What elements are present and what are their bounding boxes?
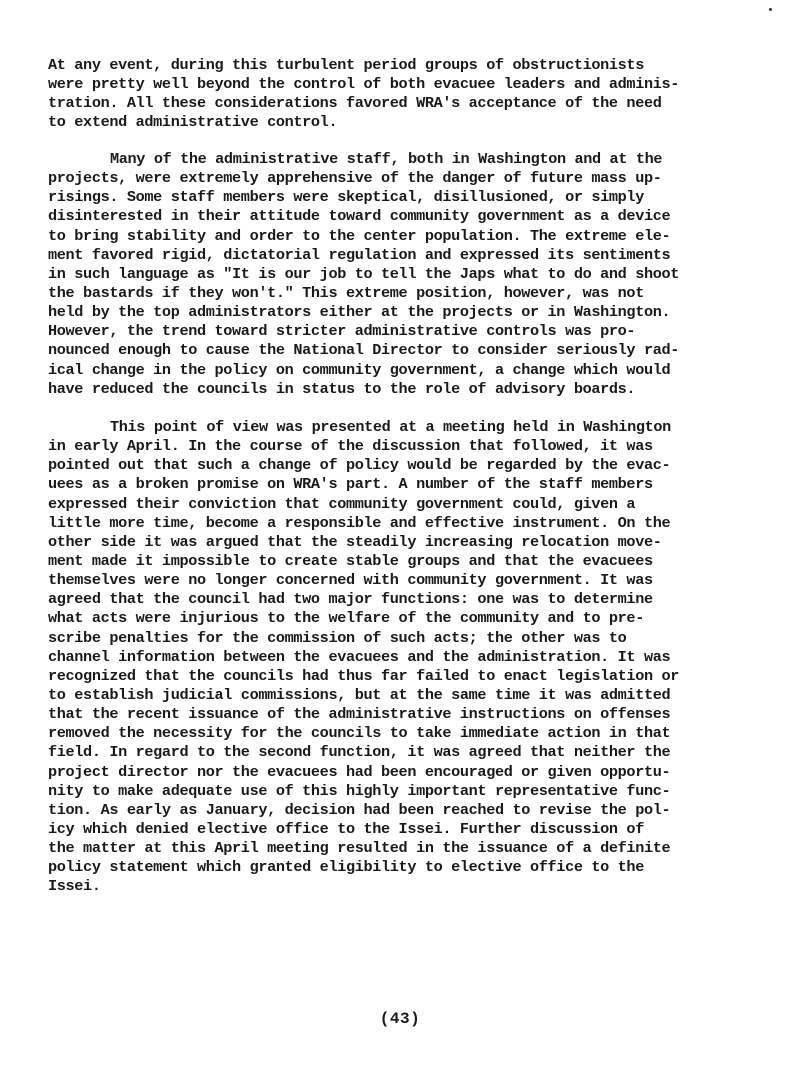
text-line: disinterested in their attitude toward community government as a device [48,207,671,226]
text-line: to bring stability and order to the center population. The extreme ele- [48,226,671,245]
text-line: that the recent issuance of the administrative instructions on offenses [48,705,671,724]
text-line: nounced enough to cause the National Director to consider seriously rad- [48,341,680,360]
text-line: ment made it impossible to create stable groups and that the evacuees [48,551,653,570]
text-line: policy statement which granted eligibility to elective office to the [48,858,644,877]
text-line: channel information between the evacuees and the administration. It was [48,647,671,666]
text-line: scribe penalties for the commission of such acts; the other was to [48,628,627,647]
text-line: have reduced the councils in status to the role of advisory boards. [48,379,636,398]
text-line: agreed that the council had two major functions: one was to determine [48,590,653,609]
scan-speck [769,8,772,11]
text-line: expressed their conviction that community government could, given a [48,494,636,513]
text-line: tion. As early as January, decision had been reached to revise the pol- [48,800,671,819]
text-line: held by the top administrators either at the projects or in Washington. [48,303,671,322]
text-line: tration. All these considerations favored WRA's acceptance of the need [48,94,662,113]
text-line: in early April. In the course of the discussion that followed, it was [48,437,653,456]
text-line: projects, were extremely apprehensive of the danger of future mass up- [48,169,662,188]
text-line: Issei. [48,877,101,896]
text-line: However, the trend toward stricter administrative controls was pro- [48,322,636,341]
text-line: This point of view was presented at a meeting held in Washington [110,418,671,436]
paragraph-3 [48,418,748,897]
text-line: to extend administrative control. [48,113,338,132]
text-line: nity to make adequate use of this highly important representative func- [48,781,671,800]
paragraph-1 [48,56,748,133]
text-line: ment favored rigid, dictatorial regulation and expressed its sentiments [48,245,671,264]
text-line: pointed out that such a change of policy would be regarded by the evac- [48,456,671,475]
text-line: ical change in the policy on community government, a change which would [48,360,671,379]
paragraph-2 [48,150,748,399]
text-line: uees as a broken promise on WRA's part. A number of the staff members [48,475,653,494]
text-line: risings. Some staff members were skeptical, disillusioned, or simply [48,188,644,207]
text-line: other side it was argued that the steadily increasing relocation move- [48,532,662,551]
text-line: recognized that the councils had thus far failed to enact legislation or [48,666,680,685]
text-line: themselves were no longer concerned with community government. It was [48,571,653,590]
text-line: Many of the administrative staff, both in Washington and at the [110,150,663,168]
text-line: removed the necessity for the councils to take immediate action in that [48,724,671,743]
text-line: to establish judicial commissions, but at the same time it was admitted [48,685,671,704]
text-line: field. In regard to the second function, it was agreed that neither the [48,743,671,762]
text-line: what acts were injurious to the welfare of the community and to pre- [48,609,644,628]
text-line: in such language as "It is our job to tell the Japs what to do and shoot [48,264,680,283]
text-line: little more time, become a responsible and effective instrument. On the [48,513,671,532]
text-line: At any event, during this turbulent period groups of obstructionists [48,56,644,74]
text-line: the bastards if they won't." This extreme position, however, was not [48,283,644,302]
text-line: icy which denied elective office to the Issei. Further discussion of [48,819,644,838]
text-line: project director nor the evacuees had been encouraged or given opportu- [48,762,671,781]
text-line: were pretty well beyond the control of both evacuee leaders and adminis- [48,75,680,94]
page-number: (43) [379,1010,421,1028]
text-line: the matter at this April meeting resulted in the issuance of a definite [48,839,671,858]
